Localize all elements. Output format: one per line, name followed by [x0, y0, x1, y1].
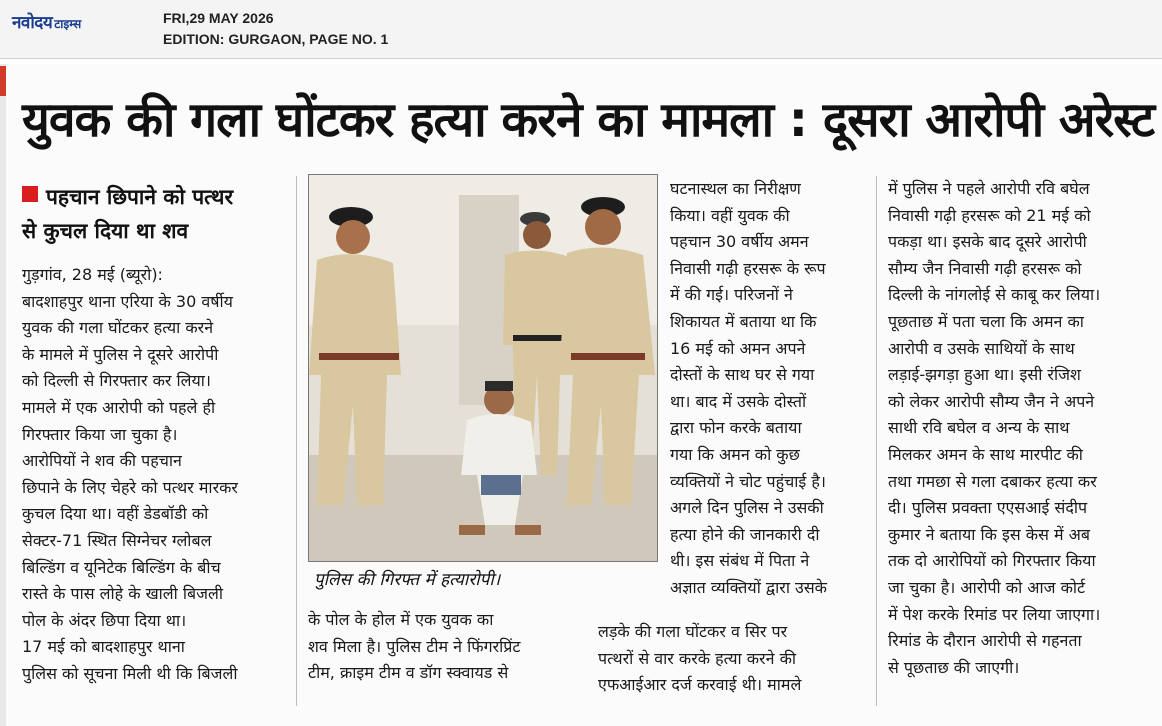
article-text-line: पकड़ा था। इसके बाद दूसरे आरोपी — [888, 232, 1087, 252]
article-text-line: 17 मई को बादशाहपुर थाना — [22, 637, 185, 657]
article-text-line: निवासी गढ़ी हरसरू को 21 मई को — [888, 205, 1091, 225]
article-text-line: सेक्टर-71 स्थित सिग्नेचर ग्लोबल — [22, 530, 212, 550]
article-text-line: गया कि अमन को कुछ — [670, 444, 800, 464]
article-column-4 — [888, 176, 1150, 681]
article-text-line: पत्थरों से वार करके हत्या करने की — [598, 648, 797, 668]
article-text-line: कुचल दिया था। वहीं डेडबॉडी को — [22, 504, 209, 524]
article-text-line: को लेकर आरोपी सौम्य जैन ने अपने — [888, 391, 1095, 411]
article-text-line: पुलिस को सूचना मिली थी कि बिजली — [22, 663, 238, 683]
newspaper-logo[interactable] — [12, 10, 81, 36]
article-text-line: बादशाहपुर थाना एरिया के 30 वर्षीय — [22, 291, 233, 311]
article-text-line: मामले में एक आरोपी को पहले ही — [22, 397, 216, 417]
article-text-line: आरोपी व उसके साथियों के साथ — [888, 338, 1075, 358]
article-text-line: में पुलिस ने पहले आरोपी रवि बघेल — [888, 179, 1090, 198]
article-text-line: एफआईआर दर्ज करवाई थी। मामले — [598, 675, 802, 695]
red-square-bullet-icon — [22, 186, 38, 202]
article-text-line: पोल के अंदर छिपा दिया था। — [22, 610, 187, 630]
article-text-line: के पोल के होल में एक युवक का — [308, 610, 494, 629]
article-text-line: लड़ाई-झगड़ा हुआ था। इसी रंजिश — [888, 365, 1081, 385]
article-text-line: पहचान 30 वर्षीय अमन — [670, 232, 809, 252]
article-text-line: कुमार ने बताया कि इस केस में अब — [888, 524, 1090, 544]
article-text-line: अगले दिन पुलिस ने उसकी — [670, 498, 824, 518]
police-arrest-photo-icon — [309, 175, 657, 561]
article-text-line: के मामले में पुलिस ने दूसरे आरोपी — [22, 344, 219, 364]
article-text-line: रास्ते के पास लोहे के खाली बिजली — [22, 584, 224, 604]
column-divider — [296, 176, 297, 706]
logo-sub-text: टाइम्स — [54, 17, 82, 31]
article-text-line: शिकायत में बताया था कि — [670, 311, 817, 331]
article-text-line: किया। वहीं युवक की — [670, 205, 790, 225]
article-text-line: तथा गमछा से गला दबाकर हत्या कर — [888, 471, 1097, 491]
article-text-line: हत्या होने की जानकारी दी — [670, 524, 820, 544]
edition-page-info: EDITION: GURGAON, PAGE NO. 1 — [163, 31, 389, 47]
article-text-line: मिलकर अमन के साथ मारपीट की — [888, 444, 1083, 464]
article-text-line: युवक की गला घोंटकर हत्या करने — [22, 318, 214, 338]
edition-header — [0, 0, 1162, 59]
subhead-line-2: से कुचल दिया था शव — [22, 219, 189, 243]
article-text-line: गिरफ्तार किया जा चुका है। — [22, 424, 178, 444]
article-subhead — [22, 180, 292, 248]
left-margin-red-mark — [0, 66, 6, 96]
column-divider — [876, 176, 877, 706]
article-text-line: निवासी गढ़ी हरसरू के रूप — [670, 258, 826, 278]
left-margin-rule — [0, 64, 6, 726]
article-headline: युवक की गला घोंटकर हत्या करने का मामला : दूसरा आरोपी अरेस्ट — [22, 92, 1155, 148]
article-text-line: में की गई। परिजनों ने — [670, 285, 793, 305]
article-text-line: को दिल्ली से गिरफ्तार कर लिया। — [22, 371, 211, 391]
article-text-line: द्वारा फोन करके बताया — [670, 418, 802, 438]
photo-caption: पुलिस की गिरफ्त में हत्यारोपी। — [314, 570, 501, 590]
subhead-line-1 — [22, 180, 292, 214]
article-text-line: दोस्तों के साथ घर से गया — [670, 365, 815, 385]
article-text-line: बिल्डिंग व यूनिटेक बिल्डिंग के बीच — [22, 557, 221, 577]
article-column-3-bottom — [598, 619, 860, 699]
article-text-line: आरोपियों ने शव की पहचान — [22, 451, 182, 471]
article-text-line: शव मिला है। पुलिस टीम ने फिंगरप्रिंट — [308, 636, 521, 656]
article-photo — [308, 174, 658, 562]
article-text-line: सौम्य जैन निवासी गढ़ी हरसरू को — [888, 258, 1082, 278]
article-text-line: जा चुका है। आरोपी को आज कोर्ट — [888, 577, 1086, 597]
edition-date: FRI,29 MAY 2026 — [163, 10, 274, 26]
article-text-line: 16 मई को अमन अपने — [670, 338, 806, 358]
article-text-line: दिल्ली के नांगलोई से काबू कर लिया। — [888, 285, 1101, 305]
article-text-line: अज्ञात व्यक्तियों द्वारा उसके — [670, 577, 827, 597]
article-text-line: था। बाद में उसके दोस्तों — [670, 391, 807, 411]
article-text-line: पूछताछ में पता चला कि अमन का — [888, 311, 1084, 331]
article-text-line: दी। पुलिस प्रवक्ता एएसआई संदीप — [888, 498, 1088, 518]
article-text-line: छिपाने के लिए चेहरे को पत्थर मारकर — [22, 477, 238, 497]
logo-main-text: नवोदय — [12, 13, 53, 33]
article-text-line: लड़के की गला घोंटकर व सिर पर — [598, 622, 788, 641]
subhead-text-1: पहचान छिपाने को पत्थर — [46, 185, 234, 209]
article-text-line: गुड़गांव, 28 मई (ब्यूरो): — [22, 265, 163, 284]
article-column-3 — [670, 176, 858, 602]
article-text-line: व्यक्तियों ने चोट पहुंचाई है। — [670, 471, 826, 491]
article-text-line: रिमांड के दौरान आरोपी से गहनता — [888, 631, 1082, 651]
article-text-line: टीम, क्राइम टीम व डॉग स्क्वायड से — [308, 663, 509, 683]
article-text-line: में पेश करके रिमांड पर लिया जाएगा। — [888, 604, 1101, 624]
article-text-line: तक दो आरोपियों को गिरफ्तार किया — [888, 551, 1096, 571]
article-text-line: घटनास्थल का निरीक्षण — [670, 179, 801, 198]
article-text-line: से पूछताछ की जाएगी। — [888, 657, 1020, 677]
article-text-line: थी। इस संबंध में पिता ने — [670, 551, 810, 571]
article-text-line: साथी रवि बघेल व अन्य के साथ — [888, 418, 1070, 438]
article-column-1 — [22, 262, 282, 688]
